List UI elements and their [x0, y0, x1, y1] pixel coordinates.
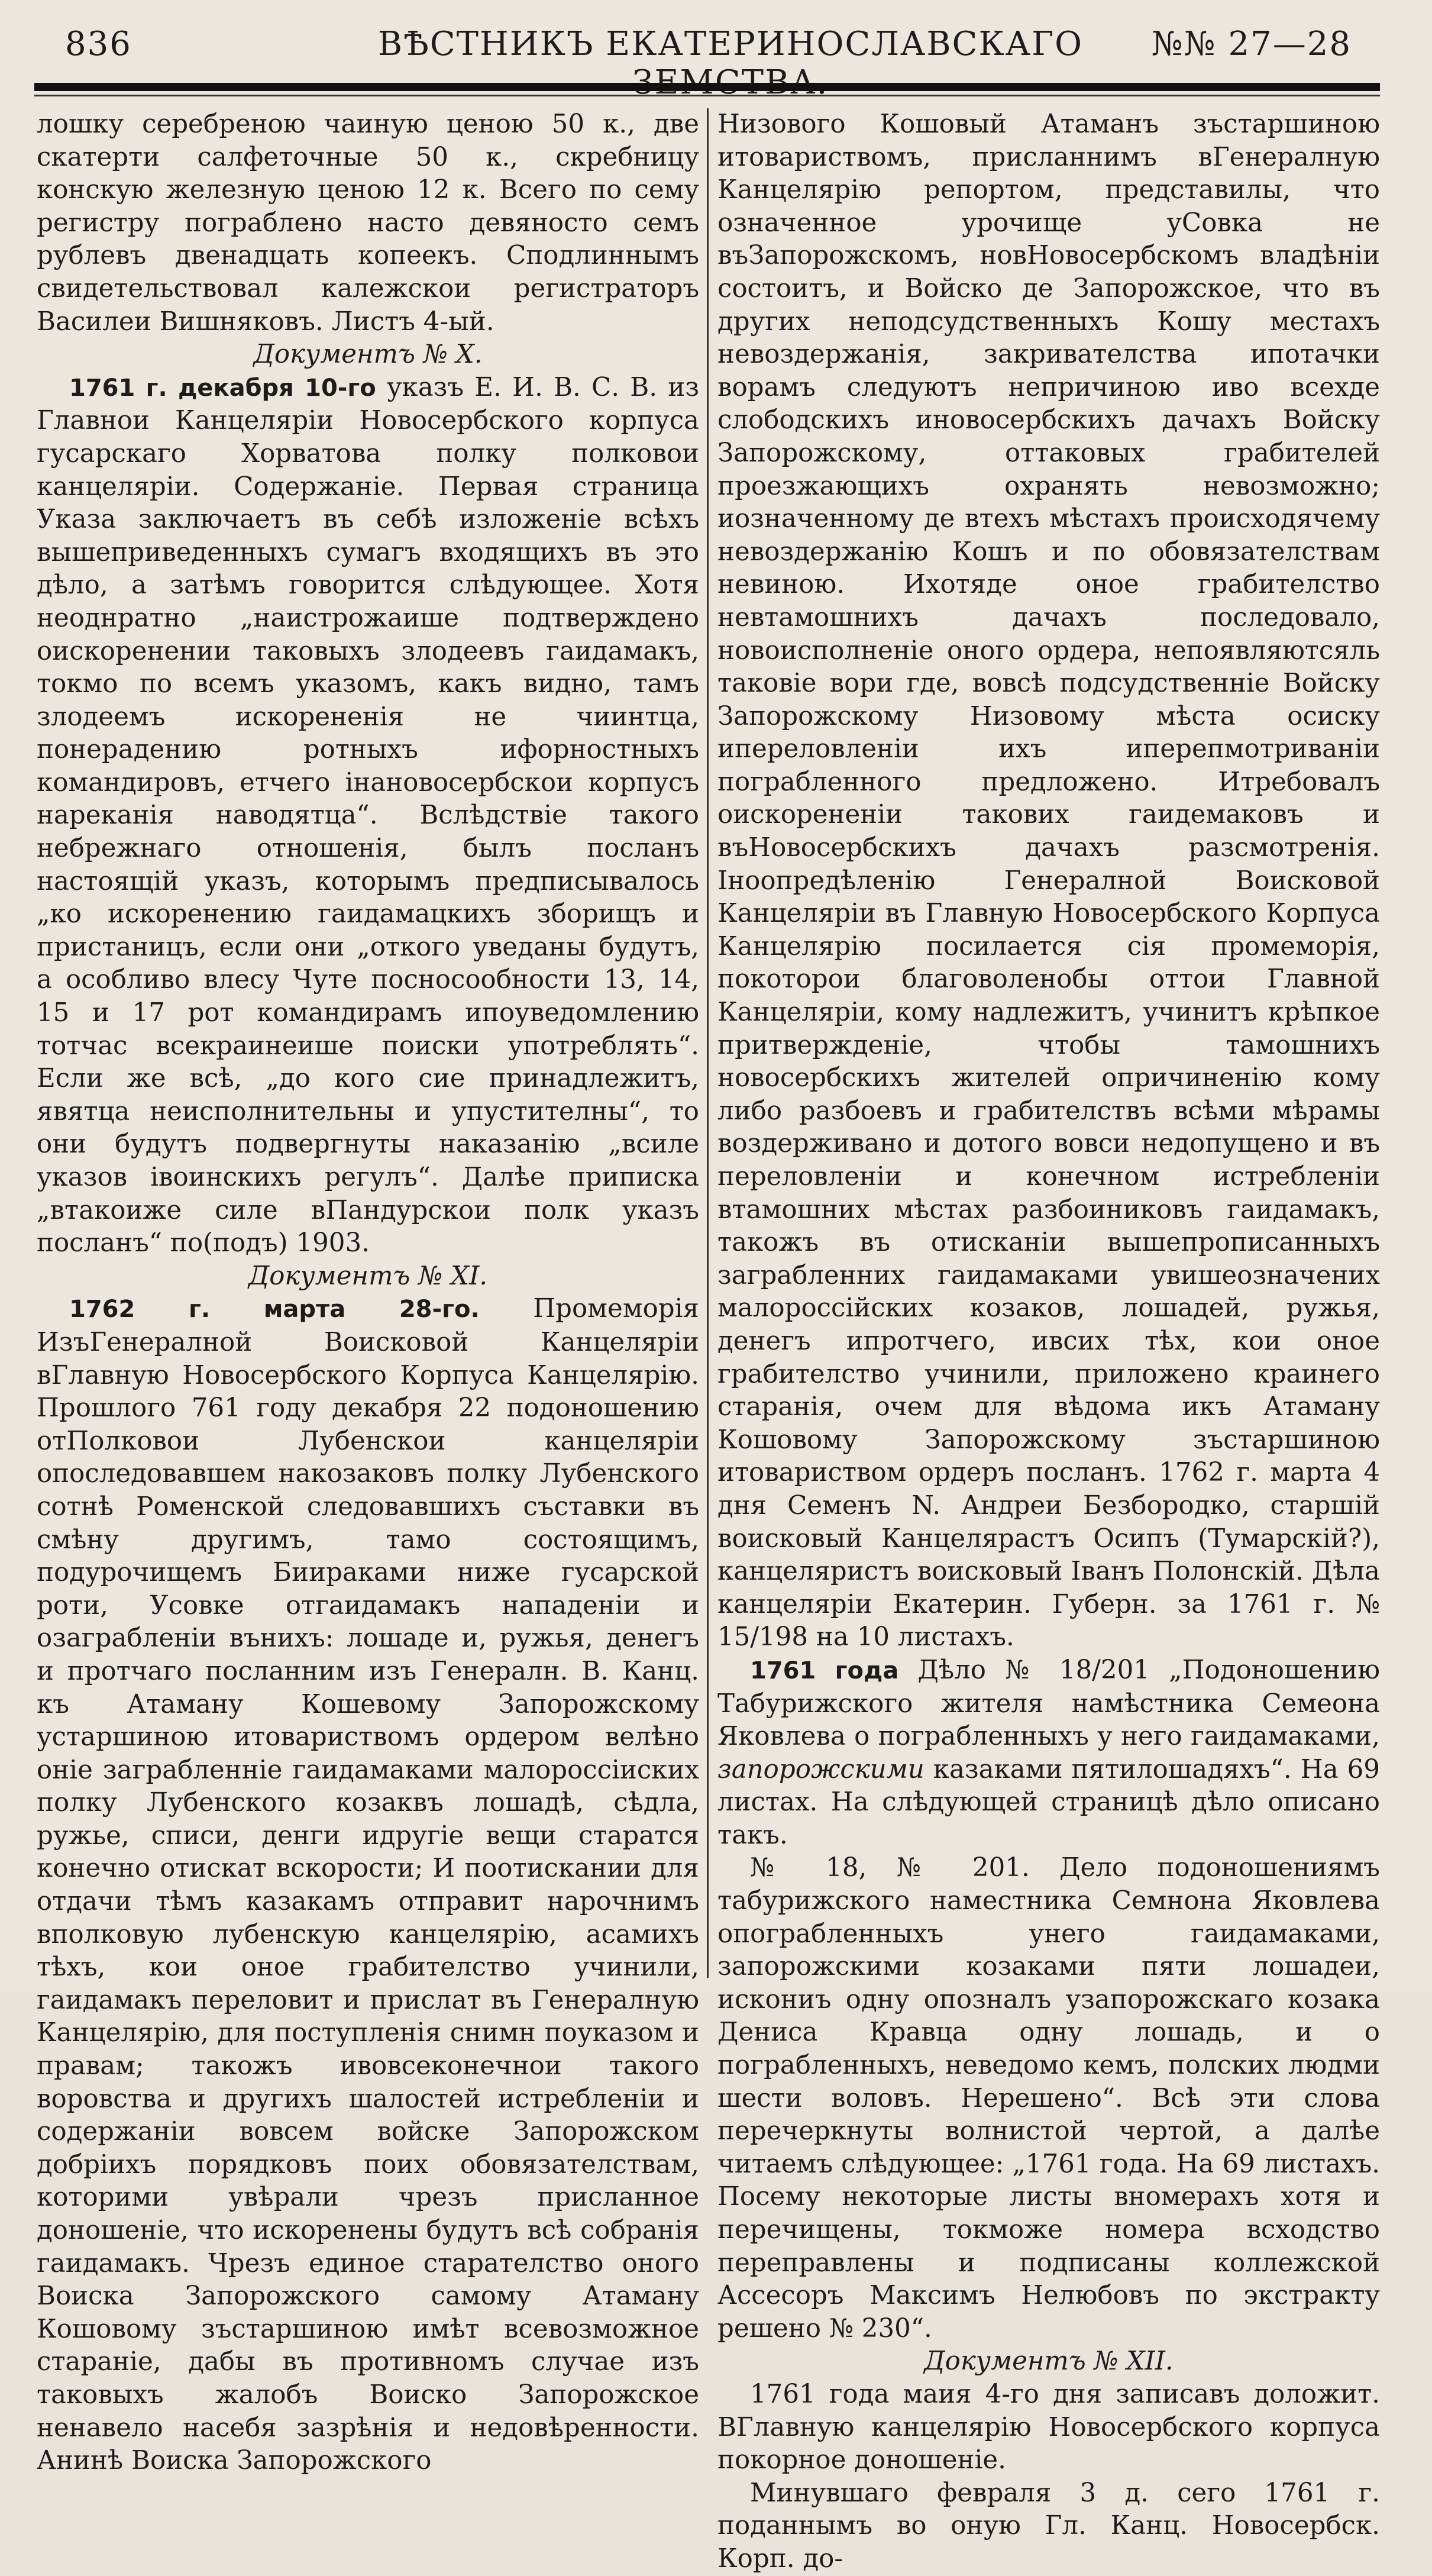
header-rule [34, 83, 1380, 91]
header-rule-thin [34, 95, 1380, 96]
left-column [37, 108, 699, 2476]
document-date: 1761 г. декабря 10-го [69, 374, 376, 402]
paragraph-text: казаками пятилошадяхъ“. На 69 листах. На слѣдующей страницѣ дѣло описано такъ. [717, 1754, 1380, 1850]
paragraph: Минувшаго февраля 3 д. сего 1761 г. поданнымъ во оную Гл. Канц. Новосербск. Корп. до- [717, 2478, 1380, 2574]
paragraph [717, 1654, 1380, 1852]
paragraph-text: Дѣло № 18/201 „Подоношению Табурижского жителя намѣстника Семеона Яковлева о пограбленныхъ у него гаидамаками, [717, 1655, 1380, 1752]
paragraph: № 18, № 201. Дело подоношениямъ табурижского наместника Семнона Яковлева опограбленныхъ унего гаидамаками, запорожскими козаками пяти лошадеи, искониъ одну опозналъ узапорожскаго козака Дениса Кравца одну лошадь, и о пограбленныхъ, неведомо кемъ, полских людми шести воловъ. Нерешено“. Всѣ эти слова перечеркнуты волнистой чертой, а далѣе читаемъ слѣдующее: „1761 года. На 69 листахъ. Посему некоторые листы вномерахъ хотя и перечищены, токможе номера всходство переправлены и подписаны коллежской Ассесоръ Максимъ Нелюбовъ по экстракту решено № 230“. [717, 1853, 1380, 2343]
column-divider [707, 108, 709, 1978]
document-heading: Документъ № XII. [924, 2346, 1174, 2377]
paragraph-text: Промеморiя ИзъГенералной Воисковой Канцелярiи вГлавную Новосербского Корпуса Канцелярiю. Прошлого 761 году декабря 22 подоношению отПолковои Лубенскои канцелярiи опоследовавшем накозаковъ полку Лубенского сотнѣ Роменской следовавшихъ съставки въ смѣну другимъ, тамо состоящимъ, подурочищемъ Биираками ниже гусарской роти, Усовке отгаидамакъ нападенiи и озаграбленiи вънихъ: лошаде и, ружья, денегъ и протчаго посланним изъ Генералн. В. Канц. къ Атаману Кошевому Запорожскому устаршиною итовариствомъ ордером велѣно онiе заграбленнiе гаидамаками малороссiиских полку Лубенского козаквъ лошадѣ, сѣдла, ружье, списи, денги идругiе вещи старатся конечно отискат вскорости; И поотискании для отдачи тѣмъ казакамъ отправит нарочнимъ вполковую лубенскую канцелярiю, асамихъ тѣхъ, кои оное грабителство учинили, гаидамакъ переловит и прислат въ Генералную Канцелярiю, для поступленiя снимн поуказом и правам; такожъ ивовсеконечнои такого воровства и другихъ шалостей истребленiи и содержанiи вовсем войске Запорожском добрiихъ порядковъ поих обовязателствам, которими увѣрали чрезъ присланное доношенiе, что искоренены будутъ всѣ собранiя гаидамакъ. Чрезъ единое старателство оного Воиска Запорожского самому Атаману Кошовому зъстаршиною имѣт всевозможное старанiе, дабы въ противномъ случае изъ таковыхъ жалобъ Воиско Запорожское ненавело насебя зазрѣнiя и недовѣренности. Анинѣ Воиска Запорожского [37, 1294, 699, 2476]
italic-word: запорожскими [717, 1754, 925, 1784]
issue-number: №№ 27—28 [1151, 25, 1352, 63]
paragraph [37, 372, 699, 1260]
paragraph: лошку серебреною чаиную ценою 50 к., две скатерти салфеточные 50 к., скребницу конскую железную ценою 12 к. Всего по сему регистру пограблено насто девяносто семъ рублевъ двенадцать копеекъ. Сподлиннымъ свидетельствовал калежскои регистраторъ Василеи Вишняковъ. Листъ 4-ый. [37, 109, 699, 337]
document-heading: Документъ № XI. [248, 1261, 488, 1291]
paragraph [37, 1293, 699, 2477]
right-column [717, 108, 1380, 2574]
paragraph: Низового Кошовый Атаманъ зъстаршиною итовариствомъ, присланнимъ вГенералную Канцелярiю репортом, представилы, что означенное урочище уСовка не въЗапорожскомъ, новНовосербскомъ владѣнiи состоитъ, и Войско де Запорожское, что въ других неподсудственныхъ Кошу местахъ невоздержанiя, закривателства ипотачки ворамъ следуютъ непричиною иво всехде слободскихъ иновосербскихъ дачахъ Войску Запорожскому, оттаковых грабителей проезжающихъ охранять невозможно; иозначенному де втехъ мѣстахъ происходячему невоздержанiю Кошъ и по обовязателствам невиною. Ихотяде оное грабителство невтамошнихъ дачахъ последовало, новоисполненiе оного ордера, непоявляютсяль таковiе вори где, вовсѣ подсудственнiе Войску Запорожскому Низовому мѣста осиску ипереловленiи ихъ иперепмотриванiи пограбленного предложено. Итребовалъ оискорененiи такових гаидемаковъ и въНовосербскихъ дачахъ разсмотренiя. Iноопредѣленiю Генералной Воисковой Канцелярiи въ Главную Новосербского Корпуса Канцелярiю посилается сiя промеморiя, покоторои благоволенобы оттои Главной Канцелярiи, кому надлежитъ, учинитъ крѣпкое притвержденiе, чтобы тамошнихъ новосербскихъ жителей опричиненiю кому либо разбоевъ и грабителствъ всѣми мѣрамы воздерживано и дотого вовси недопущено и въ переловленiи и конечном истребленiи втамошних мѣстах разбоиниковъ гаидамакъ, такожъ въ отисканiи вышепрописанныхъ заграбленних гаидамаками увишеозначених малороссiйских козаков, лошадей, ружья, денегъ ипротчего, ивсих тѣх, кои оное грабителство учинили, приложено краинего старанiя, очем для вѣдома икъ Атаману Кошовому Запорожскому зъстаршиною итовариством ордеръ посланъ. 1762 г. марта 4 дня Семенъ N. Андреи Безбородко, старшiй воисковый Канцелярастъ Осипъ (Тумарскiй?), канцеляристъ воисковый Iванъ Полонскiй. Дѣла канцелярiи Екатерин. Губерн. за 1761 г. № 15/198 на 10 листахъ. [717, 109, 1380, 1652]
paragraph: 1761 года маия 4-го дня записавъ доложит. ВГлавную канцелярiю Новосербского корпуса покорное доношенiе. [717, 2379, 1380, 2475]
document-heading: Документъ № X. [253, 340, 483, 370]
document-date: 1762 г. марта 28-го. [69, 1296, 480, 1323]
document-date: 1761 года [750, 1657, 899, 1684]
page-number: 836 [65, 25, 132, 63]
paragraph-text: указъ Е. И. В. С. В. из Главнои Канцелярiи Новосербского корпуса гусарскаго Хорватова полку полковои канцелярiи. Содержанiе. Первая страница Указа заключаетъ въ себѣ изложенiе всѣхъ вышеприведенныхъ сумагъ входящихъ въ это дѣло, а затѣмъ говорится слѣдующее. Хотя неоднратно „наистрожаише подтверждено оискоренении таковыхъ злодеевъ гаидамакъ, токмо по всемъ указомъ, какъ видно, тамъ злодеемъ искорененiя не чиинтца, понерадению ротныхъ ифорностныхъ командировъ, етчего iнановосербскои корпусъ нареканiя наводятца“. Вслѣдствiе такого небрежнаго отношенiя, былъ посланъ настоящiй указъ, которымъ предписывалось „ко искоренению гаидамацкихъ зборищъ и пристаницъ, если они „откого уведаны будутъ, а особливо влесу Чуте посносообности 13, 14, 15 и 17 рот командирамъ ипоуведомлению тотчас всекраинеише поиски употреблять“. Если же всѣ, „до кого сие принадлежитъ, явятца неисполнительны и упустителны“, то они будутъ подвергнуты наказанiю „всиле указов iвоинскихъ регулъ“. Далѣе приписка „втакоиже силе вПандурскои полк указъ посланъ“ по(подъ) 1903. [37, 372, 699, 1258]
running-title: ВѢСТНИКЪ ЕКАТЕРИНОСЛАВСКАГО [377, 25, 1084, 63]
page-header [33, 25, 1387, 72]
